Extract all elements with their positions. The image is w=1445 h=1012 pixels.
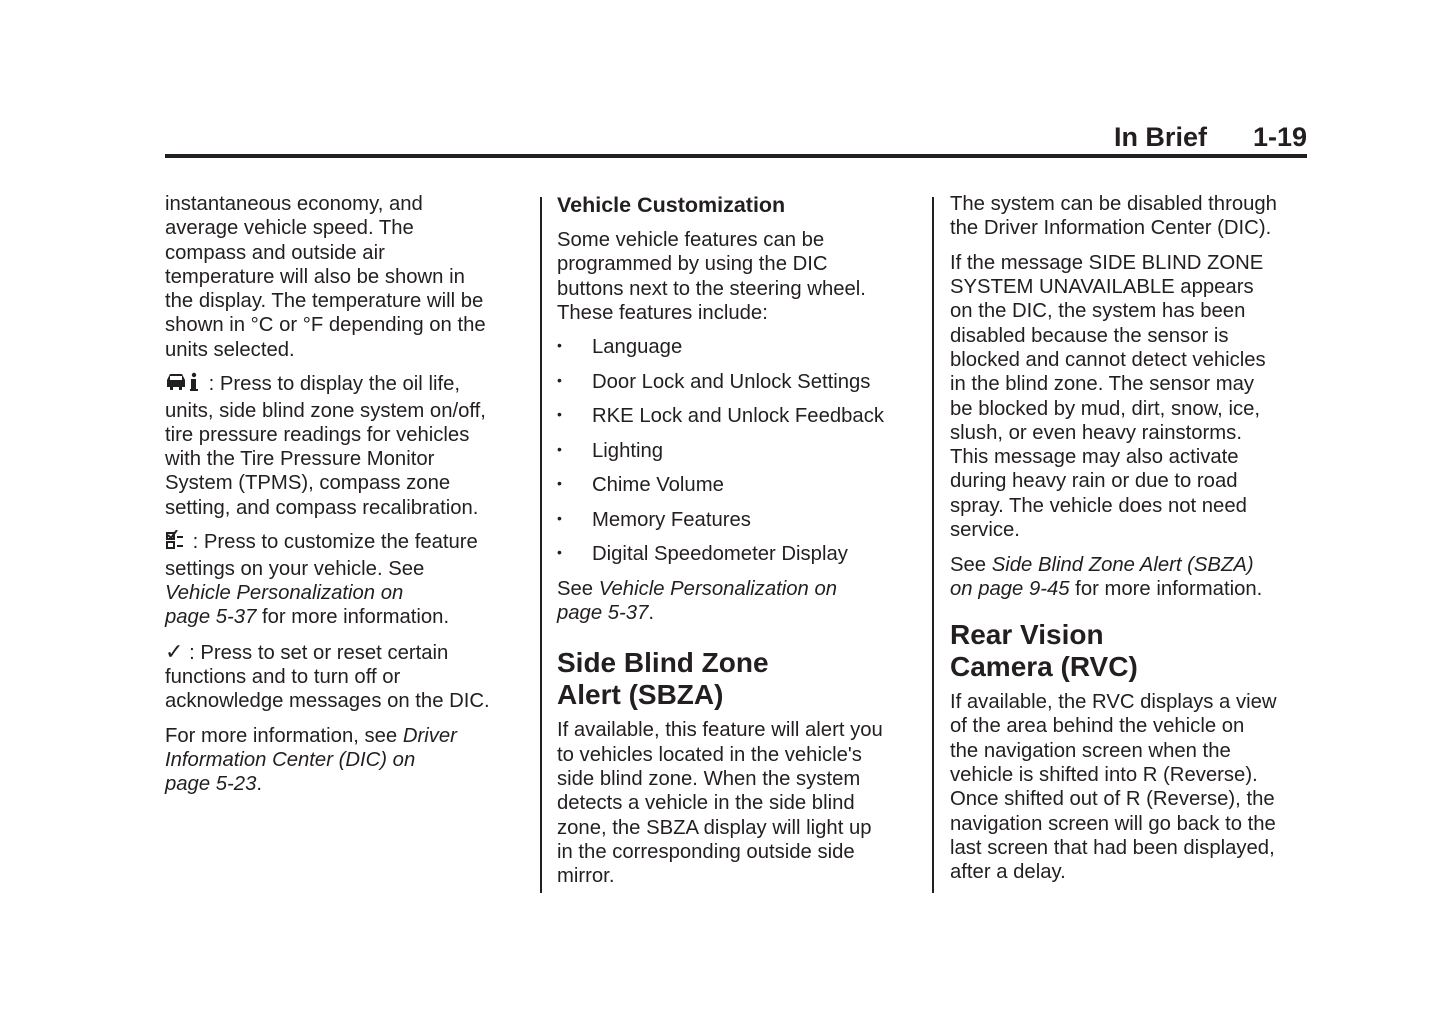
paragraph: For more information, see Driver Information Center (DIC) on page 5-23.: [165, 724, 457, 796]
cross-reference: Driver Information Center (DIC) on page 5-23: [165, 724, 457, 796]
paragraph: See Side Blind Zone Alert (SBZA) on page 9-45 for more information.: [950, 553, 1263, 600]
section-heading: Side Blind Zone Alert (SBZA): [557, 647, 769, 710]
cross-reference: Side Blind Zone Alert (SBZA) on page 9-45: [950, 553, 1254, 600]
cross-reference: Vehicle Personalization on page 5-37: [165, 581, 404, 629]
running-header: [1114, 122, 1307, 153]
list-item: • Door Lock and Unlock Settings: [557, 370, 871, 393]
section-title: In Brief: [1113, 122, 1207, 152]
paragraph: : Press to customize the feature settings on your vehicle. See Vehicle Personalization on page 5-37 for more information.: [165, 531, 478, 629]
column-2: [557, 192, 919, 899]
page-number: 1-19: [1252, 122, 1307, 152]
paragraph: See Vehicle Personalization on page 5-37.: [557, 577, 837, 625]
header-rule: [165, 154, 1307, 158]
list-item: • Memory Features: [557, 508, 751, 531]
checkmark-icon: ✓: [165, 638, 184, 664]
paragraph: instantaneous economy, and average vehicle speed. The compass and outside air temperature will also be shown in the display. The temperature will be shown in °C or °F depending on the units selected.: [165, 193, 486, 361]
cross-reference: Vehicle Personalization on page 5-37: [557, 577, 837, 625]
list-item: • Language: [557, 336, 683, 359]
list-item: • Digital Speedometer Display: [557, 543, 848, 566]
subheading: Vehicle Customization: [557, 193, 786, 217]
paragraph: Some vehicle features can be programmed by using the DIC buttons next to the steering wheel. These features include:: [557, 229, 866, 324]
paragraph: If available, this feature will alert you to vehicles located in the vehicle's side blind zone. When the system detects a vehicle in the side blind zone, the SBZA display will light up in the corresponding outside side mirror.: [557, 719, 883, 888]
paragraph: The system can be disabled through the Driver Information Center (DIC).: [950, 193, 1277, 240]
customize-checklist-icon: [165, 530, 187, 556]
list-item: • RKE Lock and Unlock Feedback: [557, 405, 884, 428]
column-divider: [540, 197, 542, 893]
vehicle-info-icon: [165, 372, 203, 398]
paragraph: : Press to display the oil life, units, side blind zone system on/off, tire pressure readings for vehicles with the Tire Pressure Monitor System (TPMS), compass zone setting, and compass recalibration.: [165, 373, 486, 519]
paragraph: If available, the RVC displays a view of the area behind the vehicle on the navigation screen when the vehicle is shifted into R (Reverse). Once shifted out of R (Reverse), the navigation screen will go back to the last screen that had been displayed, after a delay.: [950, 691, 1277, 884]
paragraph: If the message SIDE BLIND ZONE SYSTEM UNAVAILABLE appears on the DIC, the system has been disabled because the sensor is blocked and cannot detect vehicles in the blind zone. The sensor may be blocked by mud, dirt, snow, ice, slush, or even heavy rainstorms. This message may also activate during heavy rain or due to road spray. The vehicle does not need service.: [950, 251, 1266, 542]
column-1: [165, 192, 527, 807]
section-heading: Rear Vision Camera (RVC): [950, 619, 1138, 682]
list-item: • Lighting: [557, 439, 664, 462]
feature-list: [557, 335, 919, 566]
column-divider: [932, 197, 934, 893]
paragraph: ✓ : Press to set or reset certain functions and to turn off or acknowledge messages on the DIC.: [165, 638, 490, 713]
column-3: [950, 192, 1312, 895]
list-item: • Chime Volume: [557, 474, 724, 497]
